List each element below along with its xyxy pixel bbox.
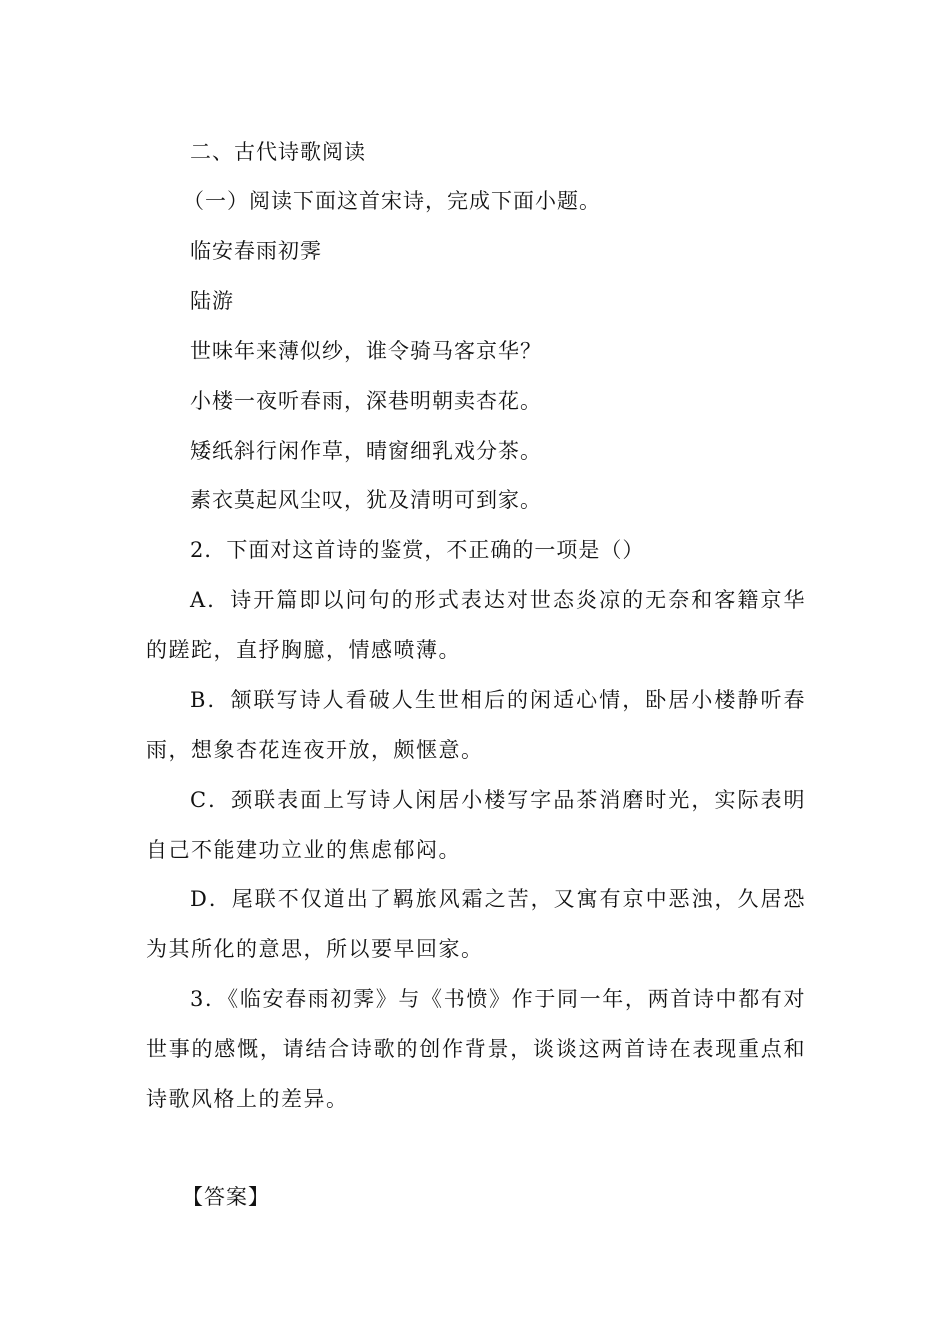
question-2-stem: 2．下面对这首诗的鉴赏，不正确的一项是（） <box>190 538 645 562</box>
option-a: A．诗开篇即以问句的形式表达对世态炎凉的无奈和客籍京华的蹉跎，直抒胸臆，情感喷薄。 <box>146 588 806 662</box>
option-b: B．颔联写诗人看破人生世相后的闲适心情，卧居小楼静听春雨，想象杏花连夜开放，颇惬意。 <box>146 688 806 762</box>
poem-line: 小楼一夜听春雨，深巷明朝卖杏花。 <box>190 389 542 413</box>
poem-line: 世味年来薄似纱，谁令骑马客京华？ <box>190 339 542 363</box>
instruction-text: （一）阅读下面这首宋诗，完成下面小题。 <box>183 189 601 213</box>
poem-author: 陆游 <box>190 289 234 313</box>
poem-title: 临安春雨初霁 <box>190 239 322 263</box>
option-d: D．尾联不仅道出了羁旅风霜之苦，又寓有京中恶浊，久居恐为其所化的意思，所以要早回家。 <box>146 887 806 961</box>
question-3: 3．《临安春雨初霁》与《书愤》作于同一年，两首诗中都有对世事的感慨，请结合诗歌的创作背景，谈谈这两首诗在表现重点和诗歌风格上的差异。 <box>146 987 806 1111</box>
section-heading: 二、古代诗歌阅读 <box>190 140 366 164</box>
answer-label: 【答案】 <box>182 1185 270 1209</box>
poem-line: 矮纸斜行闲作草，晴窗细乳戏分茶。 <box>190 439 542 463</box>
option-c: C．颈联表面上写诗人闲居小楼写字品茶消磨时光，实际表明自己不能建功立业的焦虑郁闷。 <box>146 788 806 862</box>
poem-line: 素衣莫起风尘叹，犹及清明可到家。 <box>190 488 542 512</box>
